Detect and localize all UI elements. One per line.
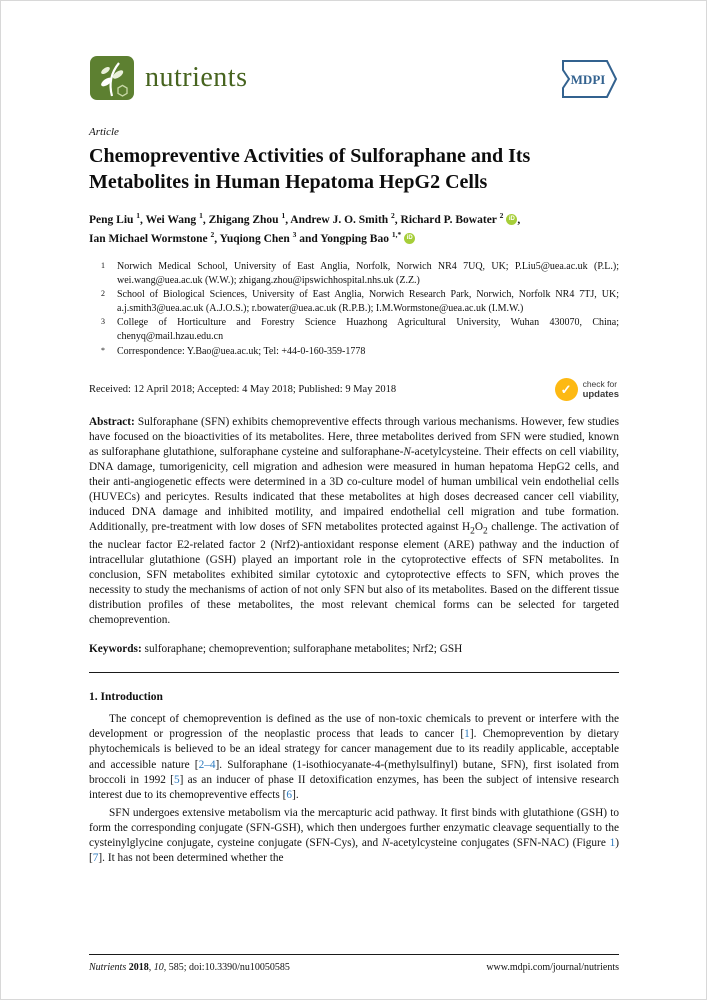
text-segment: 10 [153,962,164,973]
text-segment: , Zhigang Zhou [202,213,282,226]
text-segment: 3 [292,230,297,240]
nutrients-logo[interactable] [89,55,248,101]
mdpi-wordmark: MDPI [570,72,606,87]
check-icon [555,378,578,401]
orcid-icon[interactable]: iD [506,214,517,225]
text-segment: 2 [470,526,475,537]
page-content [1,1,706,866]
correspondence-asterisk: * [101,345,105,355]
abstract-paragraph [89,415,619,628]
section-heading-introduction: 1. Introduction [89,691,163,704]
page-header [89,55,619,106]
text-segment: ]. Sulforaphane (1-isothiocyanate-4-(methylsulfinyl) butane, SFN), first isolated from broccoli in 1992 [ [89,758,620,786]
affiliation-number: 1 [101,261,105,271]
text-segment: -acetylcysteine. Their effects on cell viability, DNA damage, tumorigenicity, cell migration and adhesion were measured in human hepatoma HepG2 cells, and their anti-angiogenetic effects were determined in a 3D co-culture model of human umbilical vein endothelial cells (HUVECs) and pericytes. Results indicated that these metabolites at high doses decreased cancer cell viability, induced DNA damage and inhibited motility, and impaired endothelial cell migration and tube formation. Additionally, pre-treatment with low doses of SFN metabolites protected against H [89,446,619,534]
dates-row [89,378,619,401]
text-segment: ) [ [89,837,620,865]
badge-text [583,379,619,400]
badge-line-1: check for [582,379,618,390]
text-segment: 1,* [391,230,402,240]
article-title [89,143,619,196]
title-line-1: Chemopreventive Activities of Sulforaphane and Its [89,145,531,167]
affiliations [89,260,619,358]
text-segment: The concept of chemoprevention is defined as the use of non-toxic chemicals to prevent or interfere with the development or progression of the neoplastic process that leads to cancer [ [89,713,619,741]
citation-link[interactable]: 1 [464,728,470,741]
text-segment: N [403,446,411,459]
correspondence-item [101,345,619,359]
mdpi-logo[interactable] [553,57,619,106]
text-segment: Nutrients [89,962,129,973]
text-segment: SFN undergoes extensive metabolism via the mercapturic acid pathway. It first binds with glutathione (GSH) to form the corresponding conjugate (SFN-GSH), which then undergoes further enzymatic cleavage sequentially to the cysteinylglycine conjugate, cysteine conjugate (SFN-Cys), and [89,806,619,850]
orcid-icon[interactable]: iD [404,233,415,244]
intro-paragraph-2 [89,806,619,867]
affiliation-item [101,260,619,287]
affiliation-text: School of Biological Sciences, University of East Anglia, Norwich Research Park, Norwich, Norfolk NR4 7TJ, UK; a.j.smith3@uea.ac.uk (A.J.O.S.); r.bowater@uea.ac.uk (R.P.B.); I.M.Wormstone@uea.ac.uk (I.M.W.) [117,289,619,314]
journal-name: nutrients [145,62,248,93]
article-type-label: Article [89,126,119,138]
text-segment: and Yongping Bao [296,233,392,246]
title-line-2: Metabolites in Human Hepatoma HepG2 Cells [89,171,488,194]
affiliation-item [101,288,619,315]
footer-journal-url[interactable]: www.mdpi.com/journal/nutrients [486,962,619,973]
text-segment: 1 [136,210,141,220]
text-segment: ]. Chemoprevention by dietary phytochemicals is believed to be an ideal strategy for cancer management due to its readily applicable, acceptable and accessible nature [ [89,728,619,771]
check-for-updates-badge[interactable] [555,378,619,401]
text-segment: Abstract: [89,416,138,429]
text-segment: 2 [391,210,395,220]
text-segment: , Andrew J. O. Smith [285,213,392,226]
footer-citation [89,962,290,973]
text-segment: 2 [483,526,488,537]
text-segment: O [474,521,484,534]
text-segment: 2 [499,210,504,220]
nutrients-logo-icon [89,55,135,101]
author-list [89,210,619,249]
text-segment: , 585; doi:10.3390/nu10050585 [163,962,290,973]
affiliation-text: College of Horticulture and Forestry Science Huazhong Agricultural University, Wuhan 430070, China; chenyq@mail.hzau.edu.cn [117,317,619,343]
affiliation-number: 2 [101,289,105,299]
text-segment: Ian Michael Wormstone [89,233,211,246]
citation-link[interactable]: 6 [286,788,293,801]
citation-link[interactable]: 1 [609,837,616,850]
citation-link[interactable]: 5 [173,773,180,786]
dates-line: Received: 12 April 2018; Accepted: 4 May 2018; Published: 9 May 2018 [89,384,397,396]
badge-line-2: updates [582,389,619,401]
page-footer [89,954,619,973]
text-segment: 2 [210,230,215,240]
check-glyph: ✓ [560,381,572,397]
text-segment: , Yuqiong Chen [214,233,293,246]
text-segment: 2018 [128,962,149,973]
keywords-line [89,643,619,655]
text-segment: N [381,837,390,850]
text-segment: ] as an inducer of phase II detoxification enzymes, has been the subject of intensive research interest due to its chemopreventive effects [ [89,773,619,801]
section-divider [89,672,619,673]
text-segment: 1 [281,210,286,220]
citation-link[interactable]: 2–4 [198,758,216,771]
affiliation-number: 3 [101,317,105,327]
mdpi-logo-icon [553,57,619,101]
text-segment: ]. It has not been determined whether the [98,852,284,865]
text-segment: challenge. The activation of the nuclear factor E2-related factor 2 (Nrf2)-antioxidant response element (ARE) pathway and the induction of intracellular glutathione (GSH) played an important role in the cytoprotective effects of SFN metabolites. In conclusion, SFN metabolites exhibited similar cytotoxic and cytoprotective effects to SFN, which proves the necessity to study the mechanisms of action of not only SFN but also of its metabolites. Based on the different tissue distribution profiles of these metabolites, the most relevant chemical forms can be selected for targeted chemoprevention. [89,521,620,627]
intro-paragraph-1 [89,712,619,803]
text-segment: , [148,962,154,973]
text-segment: , Wei Wang [140,213,200,226]
text-segment: , [517,213,521,226]
citation-link[interactable]: 7 [92,852,99,865]
text-segment: Peng Liu [89,213,137,226]
text-segment: -acetylcysteine conjugates (SFN-NAC) (Figure [389,837,610,850]
text-segment: 1 [199,210,203,220]
text-segment: , Richard P. Bowater [394,213,500,226]
text-segment: ]. [292,788,299,801]
text-segment: sulforaphane; chemoprevention; sulforaphane metabolites; Nrf2; GSH [144,643,463,656]
text-segment: Keywords: [89,643,145,656]
affiliation-text: Norwich Medical School, University of East Anglia, Norfolk, Norwich NR4 7UQ, UK; P.Liu5@uea.ac.uk (P.L.); wei.wang@uea.ac.uk (W.W.); zhigang.zhou@ipswichhospital.nhs.uk (Z.Z.) [117,261,619,286]
text-segment: Sulforaphane (SFN) exhibits chemopreventive effects through various mechanisms. However, few studies have focused on the bioactivities of its metabolites. Here, three metabolites derived from SFN were studied, known as sulforaphane glutathione, sulforaphane cysteine and sulforaphane- [89,416,619,459]
affiliation-item [101,316,619,343]
correspondence-text: Correspondence: Y.Bao@uea.ac.uk; Tel: +44-0-160-359-1778 [117,345,366,357]
